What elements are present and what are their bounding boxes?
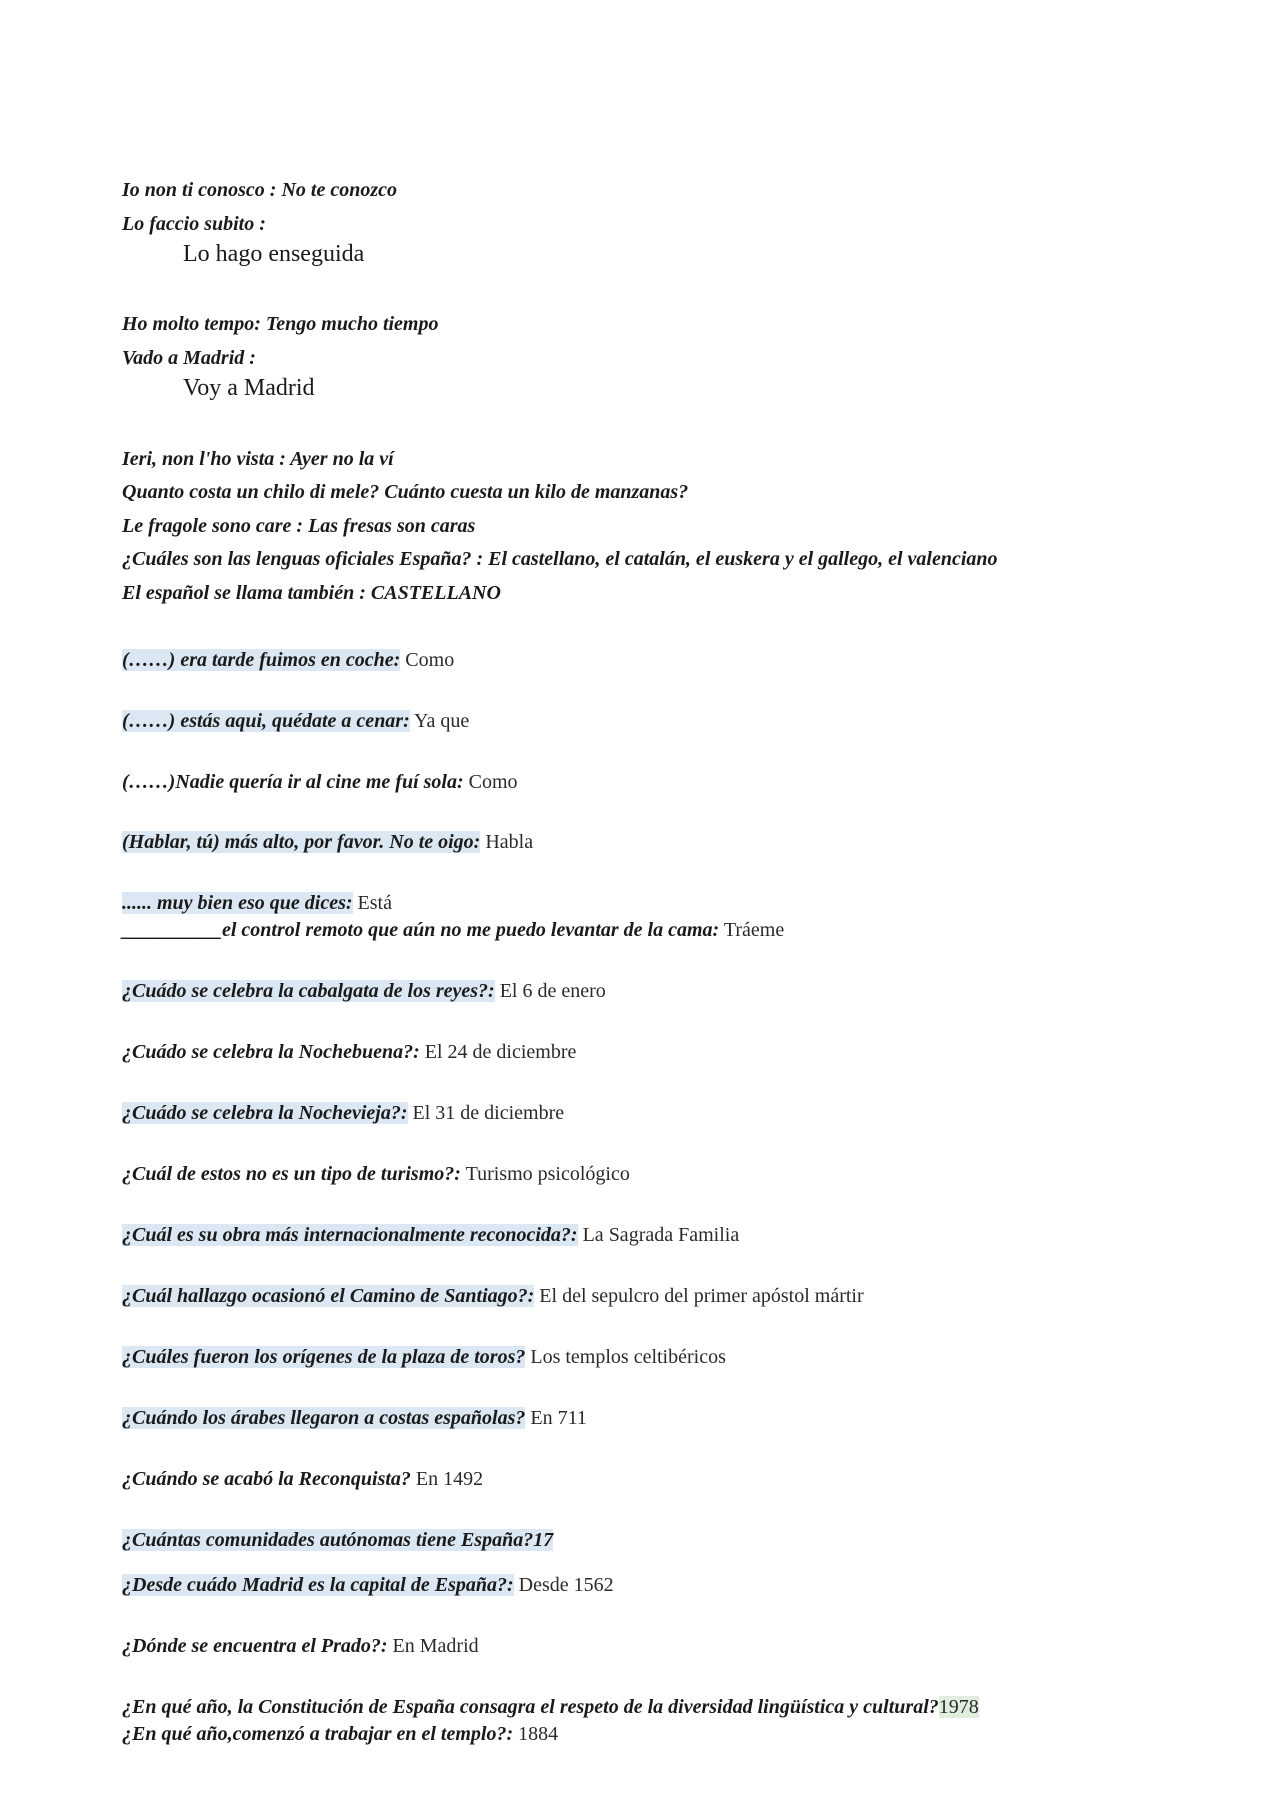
qa-line (122, 1572, 614, 1598)
answer-text: El 31 de diciembre (407, 1102, 565, 1124)
qa-line (122, 769, 518, 795)
qa-line (122, 1100, 564, 1126)
question-text: ¿Cuántas comunidades autónomas tiene España?17 (122, 1529, 554, 1551)
qa-line (122, 1527, 553, 1553)
qa-line (122, 978, 606, 1004)
phrase-answer: Voy a Madrid (183, 375, 315, 401)
question-text: ¿En qué año,comenzó a trabajar en el templo?: (122, 1723, 514, 1745)
answer-text: Habla (480, 831, 534, 853)
qa-line (122, 1283, 864, 1309)
question-text: ¿Cuádo se celebra la Nochebuena?: (122, 1041, 420, 1063)
qa-line (122, 1222, 739, 1248)
phrase-line: Le fragole sono care : Las fresas son caras (122, 515, 476, 537)
answer-text: Tráeme (719, 919, 785, 941)
answer-text: En Madrid (387, 1635, 479, 1657)
phrase-line: Vado a Madrid : (122, 347, 256, 369)
answer-text: Turismo psicológico (460, 1163, 630, 1185)
qa-line (122, 890, 392, 916)
answer-text: Ya que (409, 710, 470, 732)
phrase-line: Ho molto tempo: Tengo mucho tiempo (122, 313, 439, 335)
phrase-line: Lo faccio subito : (122, 213, 266, 235)
answer-text: 1978 (938, 1696, 979, 1718)
answer-text: En 711 (525, 1407, 587, 1429)
question-text: ¿Cuáles fueron los orígenes de la plaza de toros? (122, 1346, 526, 1368)
qa-line (122, 708, 469, 734)
answer-text: Como (463, 771, 518, 793)
phrase-answer: Lo hago enseguida (183, 241, 365, 267)
question-text: ¿Dónde se encuentra el Prado?: (122, 1635, 388, 1657)
phrase-line: El español se llama también : CASTELLANO (122, 582, 501, 604)
phrase-line: Quanto costa un chilo di mele? Cuánto cuesta un kilo de manzanas? (122, 481, 689, 503)
qa-line (122, 917, 784, 943)
phrase-line: ¿Cuáles son las lenguas oficiales España? : El castellano, el catalán, el euskera y el gallego, el valenciano (122, 548, 998, 570)
qa-line (122, 647, 454, 673)
question-text: ¿En qué año, la Constitución de España consagra el respeto de la diversidad lingüística y cultural? (122, 1696, 939, 1718)
answer-text: Desde 1562 (513, 1574, 614, 1596)
question-text: ¿Cuándo los árabes llegaron a costas españolas? (122, 1407, 526, 1429)
answer-text: Está (352, 892, 392, 914)
question-text: ¿Cuándo se acabó la Reconquista? (122, 1468, 411, 1490)
qa-line (122, 829, 533, 855)
phrase-line: Ieri, non l'ho vista : Ayer no la ví (122, 448, 394, 470)
qa-line (122, 1344, 726, 1370)
question-text: ¿Cuádo se celebra la cabalgata de los reyes?: (122, 980, 495, 1002)
answer-text: El 24 de diciembre (419, 1041, 577, 1063)
qa-line (122, 1721, 558, 1747)
question-text: (Hablar, tú) más alto, por favor. No te oigo: (122, 831, 481, 853)
question-text: ¿Cuál es su obra más internacionalmente reconocida?: (122, 1224, 578, 1246)
answer-text: El del sepulcro del primer apóstol mártir (534, 1285, 864, 1307)
answer-text: En 1492 (410, 1468, 484, 1490)
answer-text: El 6 de enero (494, 980, 606, 1002)
answer-text: La Sagrada Familia (577, 1224, 740, 1246)
question-text: (……) era tarde fuimos en coche: (122, 649, 401, 671)
answer-text: 1884 (513, 1723, 559, 1745)
phrase-line: Io non ti conosco : No te conozco (122, 179, 397, 201)
qa-line (122, 1694, 979, 1720)
qa-line (122, 1405, 587, 1431)
question-text: __________el control remoto que aún no me puedo levantar de la cama: (122, 919, 720, 941)
question-text: ¿Desde cuádo Madrid es la capital de España?: (122, 1574, 514, 1596)
question-text: ¿Cuál de estos no es un tipo de turismo?: (122, 1163, 461, 1185)
question-text: (……) estás aqui, quédate a cenar: (122, 710, 410, 732)
qa-line (122, 1633, 479, 1659)
question-text: ¿Cuádo se celebra la Nochevieja?: (122, 1102, 408, 1124)
qa-line (122, 1466, 483, 1492)
answer-text: Los templos celtibéricos (525, 1346, 726, 1368)
question-text: (……)Nadie quería ir al cine me fuí sola: (122, 771, 464, 793)
qa-line (122, 1161, 630, 1187)
answer-text: Como (400, 649, 455, 671)
question-text: ¿Cuál hallazgo ocasionó el Camino de Santiago?: (122, 1285, 535, 1307)
qa-line (122, 1039, 576, 1065)
question-text: ...... muy bien eso que dices: (122, 892, 353, 914)
